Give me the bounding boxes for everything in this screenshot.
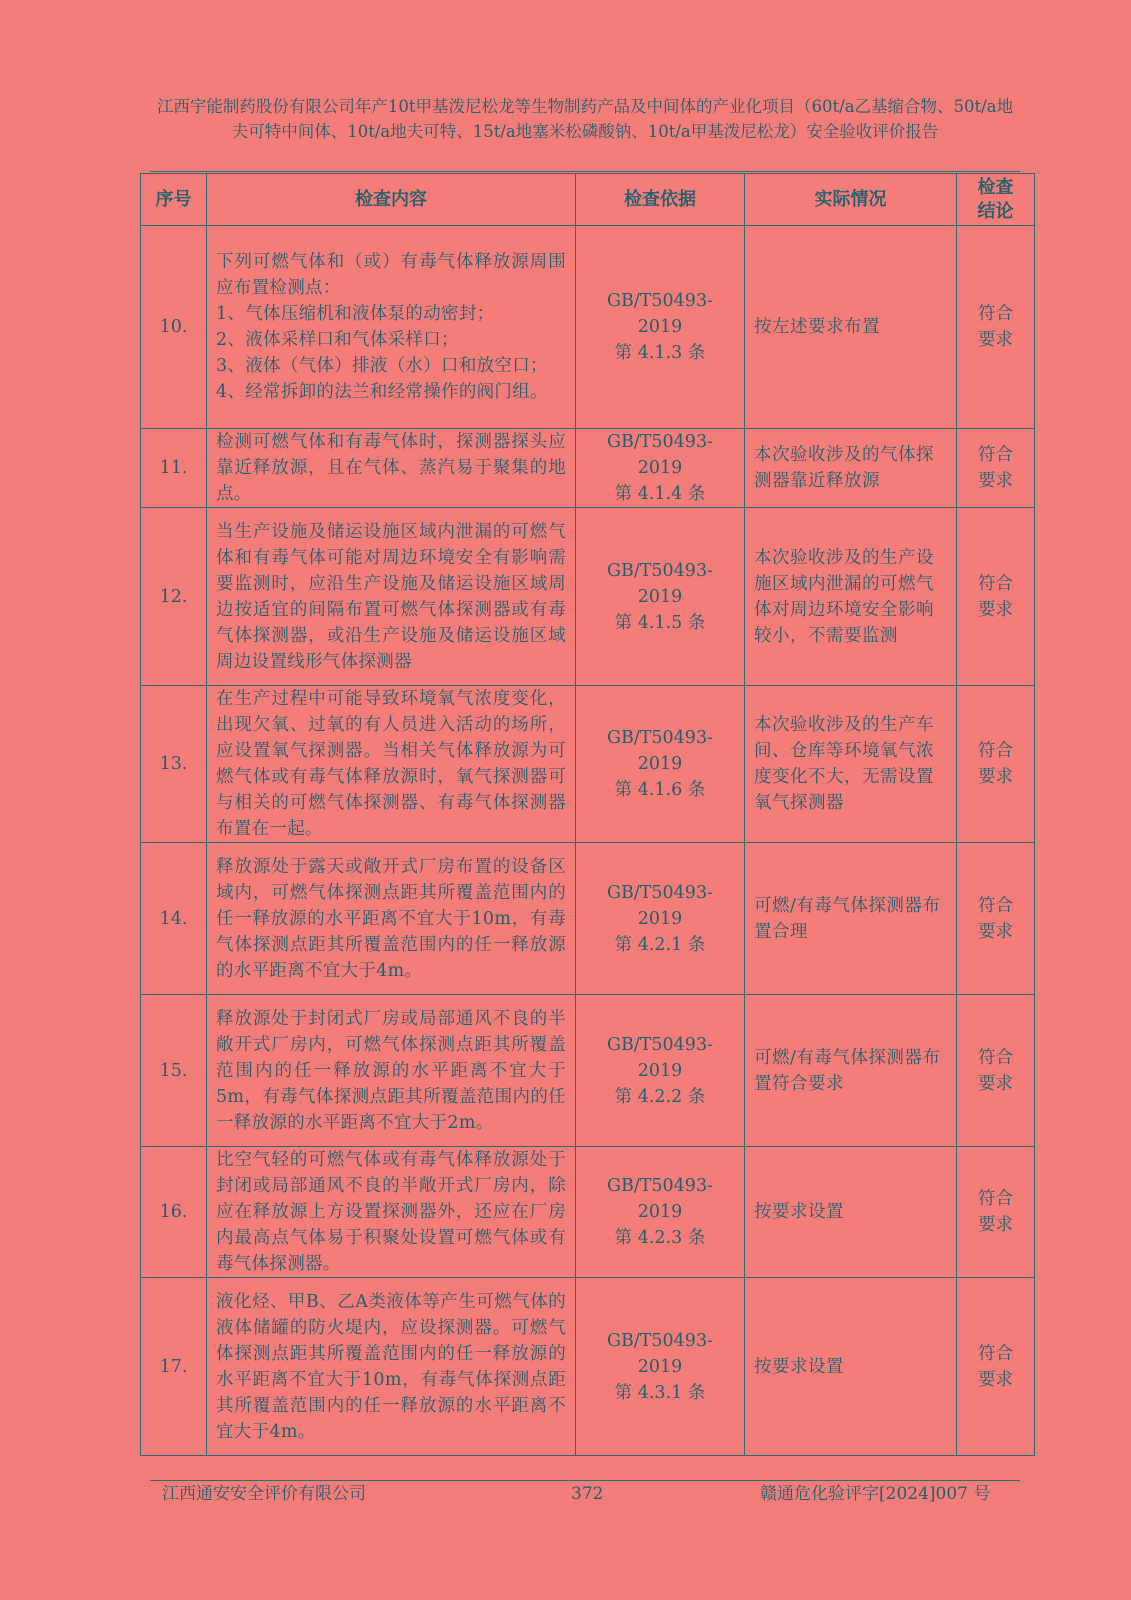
conclusion-cell: 符合 要求 [957,686,1035,843]
row-number-cell: 11. [141,429,207,508]
actual-situation-cell: 可燃/有毒气体探测器布置符合要求 [745,995,957,1147]
row-number-cell: 13. [141,686,207,843]
actual-situation-cell: 按要求设置 [745,1147,957,1278]
actual-situation-cell: 按要求设置 [745,1278,957,1456]
actual-situation-cell: 本次验收涉及的气体探测器靠近释放源 [745,429,957,508]
footer-doc-number: 赣通危化验评字[2024]007 号 [760,1484,991,1504]
inspection-basis-cell: GB/T50493-2019 第 4.2.1 条 [576,843,745,995]
conclusion-cell: 符合 要求 [957,995,1035,1147]
table-header-row [141,174,1035,226]
actual-situation-cell: 本次验收涉及的生产车间、仓库等环境氧气浓度变化不大，无需设置氧气探测器 [745,686,957,843]
conclusion-cell: 符合 要求 [957,1278,1035,1456]
table-row [141,1147,1035,1278]
col-header-content: 检查内容 [207,174,576,226]
col-header-actual: 实际情况 [745,174,957,226]
inspection-content-cell: 释放源处于露天或敞开式厂房布置的设备区域内，可燃气体探测点距其所覆盖范围内的任一释放源的水平距离不宜大于10m，有毒气体探测点距其所覆盖范围内的任一释放源的水平距离不宜大于4m。 [207,843,576,995]
footer-page-number: 372 [571,1484,604,1504]
inspection-content-cell: 释放源处于封闭式厂房或局部通风不良的半敞开式厂房内，可燃气体探测点距其所覆盖范围内的任一释放源的水平距离不宜大于5m，有毒气体探测点距其所覆盖范围内的任一释放源的水平距离不宜大于2m。 [207,995,576,1147]
table-row [141,1278,1035,1456]
conclusion-cell: 符合 要求 [957,1147,1035,1278]
inspection-basis-cell: GB/T50493-2019 第 4.2.2 条 [576,995,745,1147]
conclusion-cell: 符合 要求 [957,508,1035,686]
inspection-basis-cell: GB/T50493-2019 第 4.1.6 条 [576,686,745,843]
inspection-content-cell: 比空气轻的可燃气体或有毒气体释放源处于封闭或局部通风不良的半敞开式厂房内，除应在释放源上方设置探测器外，还应在厂房内最高点气体易于积聚处设置可燃气体或有毒气体探测器。 [207,1147,576,1278]
row-number-cell: 14. [141,843,207,995]
col-header-conclusion: 检查结论 [957,174,1035,226]
inspection-basis-cell: GB/T50493-2019 第 4.2.3 条 [576,1147,745,1278]
footer-company: 江西通安安全评价有限公司 [162,1484,366,1504]
actual-situation-cell: 按左述要求布置 [745,226,957,429]
inspection-content-cell: 检测可燃气体和有毒气体时，探测器探头应靠近释放源，且在气体、蒸汽易于聚集的地点。 [207,429,576,508]
row-number-cell: 12. [141,508,207,686]
inspection-basis-cell: GB/T50493-2019 第 4.3.1 条 [576,1278,745,1456]
inspection-content-cell: 在生产过程中可能导致环境氧气浓度变化，出现欠氧、过氧的有人员进入活动的场所，应设置氧气探测器。当相关气体释放源为可燃气体或有毒气体释放源时，氧气探测器可与相关的可燃气体探测器、有毒气体探测器布置在一起。 [207,686,576,843]
row-number-cell: 16. [141,1147,207,1278]
inspection-content-cell: 当生产设施及储运设施区域内泄漏的可燃气体和有毒气体可能对周边环境安全有影响需要监测时，应沿生产设施及储运设施区域周边按适宜的间隔布置可燃气体探测器或有毒气体探测器，或沿生产设施及储运设施区域周边设置线形气体探测器 [207,508,576,686]
footer-divider [150,1480,1020,1481]
row-number-cell: 10. [141,226,207,429]
conclusion-cell: 符合 要求 [957,226,1035,429]
table-row [141,686,1035,843]
table-row [141,508,1035,686]
table-row [141,995,1035,1147]
inspection-content-cell: 下列可燃气体和（或）有毒气体释放源周围应布置检测点： 1、气体压缩机和液体泵的动密封； 2、液体采样口和气体采样口； 3、液体（气体）排液（水）口和放空口； 4、经常拆卸的法兰和经常操作的阀门组。 [207,226,576,429]
report-header-title: 江西宇能制药股份有限公司年产10t甲基泼尼松龙等生物制药产品及中间体的产业化项目（60t/a乙基缩合物、50t/a地夫可特中间体、10t/a地夫可特、15t/a地塞米松磷酸钠、10t/a甲基泼尼松龙）安全验收评价报告 [156,97,1014,141]
inspection-content-cell: 液化烃、甲B、乙A类液体等产生可燃气体的液体储罐的防火堤内，应设探测器。可燃气体探测点距其所覆盖范围内的任一释放源的水平距离不宜大于10m，有毒气体探测点距其所覆盖范围内的任一释放源的水平距离不宜大于4m。 [207,1278,576,1456]
row-number-cell: 15. [141,995,207,1147]
row-number-cell: 17. [141,1278,207,1456]
table-row [141,429,1035,508]
col-header-no: 序号 [141,174,207,226]
inspection-basis-cell: GB/T50493-2019 第 4.1.4 条 [576,429,745,508]
inspection-basis-cell: GB/T50493-2019 第 4.1.5 条 [576,508,745,686]
actual-situation-cell: 本次验收涉及的生产设施区域内泄漏的可燃气体对周边环境安全影响较小，不需要监测 [745,508,957,686]
table-row [141,226,1035,429]
conclusion-cell: 符合 要求 [957,843,1035,995]
conclusion-cell: 符合 要求 [957,429,1035,508]
col-header-basis: 检查依据 [576,174,745,226]
inspection-basis-cell: GB/T50493-2019 第 4.1.3 条 [576,226,745,429]
inspection-table [140,173,1035,1456]
header-divider [150,171,1020,172]
actual-situation-cell: 可燃/有毒气体探测器布置合理 [745,843,957,995]
table-row [141,843,1035,995]
